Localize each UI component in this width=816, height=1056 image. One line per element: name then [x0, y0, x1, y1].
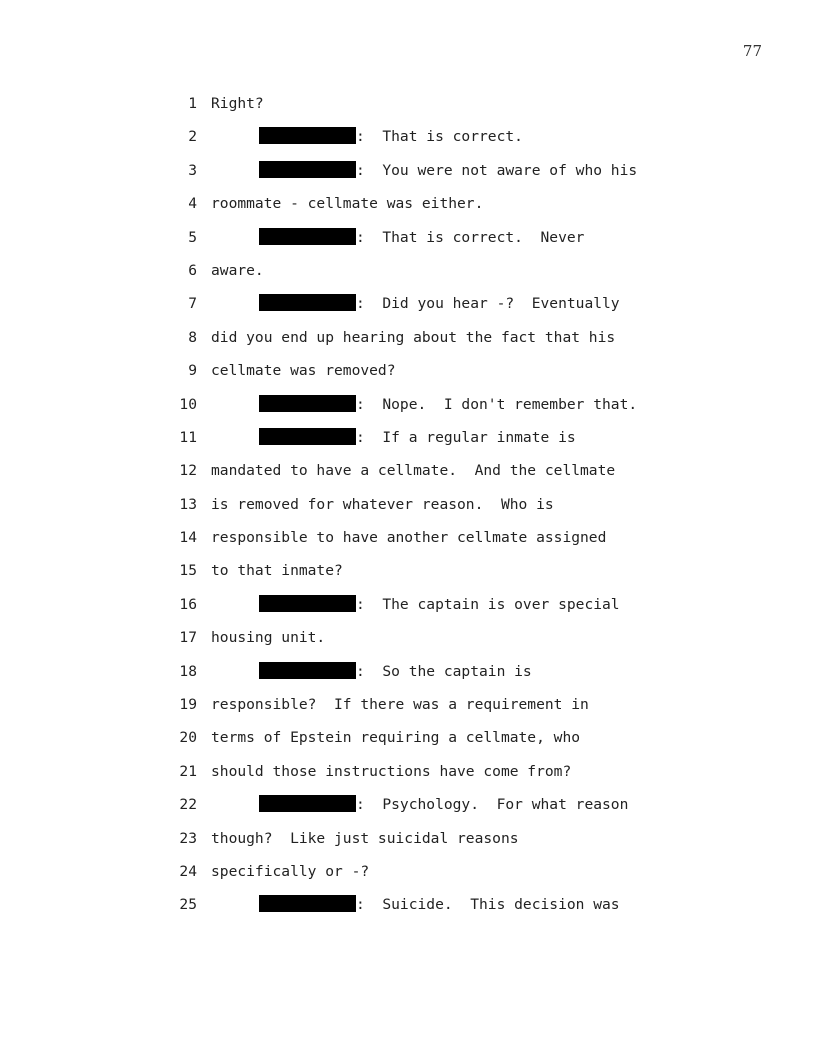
line-text: to that inmate? [211, 562, 343, 580]
line-text: roommate - cellmate was either. [211, 195, 484, 213]
transcript-line [170, 394, 730, 427]
line-number: 6 [188, 261, 197, 279]
transcript-line [170, 126, 730, 159]
transcript-line [170, 861, 730, 894]
line-text: Right? [211, 95, 264, 112]
line-number: 5 [188, 228, 197, 246]
line-text-container [211, 93, 264, 115]
transcript-line [170, 193, 730, 226]
line-text-container [211, 727, 580, 749]
line-text-container [211, 828, 519, 850]
line-number: 7 [188, 295, 197, 313]
line-number: 24 [179, 862, 197, 880]
line-text: : Psychology. For what reason [356, 796, 629, 814]
line-text-container [259, 227, 584, 249]
transcript-line [170, 560, 730, 593]
transcript-line [170, 594, 730, 627]
line-text-container [211, 761, 571, 783]
line-text-container [211, 560, 343, 582]
line-number: 2 [188, 128, 197, 146]
transcript-line [170, 894, 730, 927]
redacted-speaker-name [259, 662, 356, 679]
line-text: cellmate was removed? [211, 362, 396, 380]
line-text: responsible? If there was a requirement in [211, 696, 589, 714]
redacted-speaker-name [259, 895, 356, 912]
line-text: housing unit. [211, 629, 326, 647]
line-number: 18 [179, 662, 197, 680]
line-text-container [259, 126, 523, 148]
transcript-line [170, 160, 730, 193]
line-text: responsible to have another cellmate assigned [211, 529, 607, 547]
line-number: 20 [179, 729, 197, 747]
line-number: 8 [188, 328, 197, 346]
transcript-line [170, 761, 730, 794]
line-text-container [211, 694, 589, 716]
line-text: is removed for whatever reason. Who is [211, 495, 554, 513]
line-number: 21 [179, 762, 197, 780]
line-text-container [259, 794, 628, 816]
transcript-line [170, 360, 730, 393]
line-text: : That is correct. [356, 128, 523, 146]
redacted-speaker-name [259, 595, 356, 612]
line-text-container [259, 894, 620, 916]
transcript-line [170, 293, 730, 326]
line-text-container [259, 661, 532, 683]
transcript-line [170, 661, 730, 694]
line-number: 9 [188, 362, 197, 380]
line-number: 14 [179, 529, 197, 547]
line-text-container [259, 394, 637, 416]
transcript-line [170, 227, 730, 260]
transcript-line [170, 494, 730, 527]
line-number: 1 [188, 95, 197, 112]
line-text-container [211, 327, 615, 349]
line-text: : That is correct. Never [356, 228, 585, 246]
page-number: 77 [742, 42, 762, 60]
line-text: though? Like just suicidal reasons [211, 829, 519, 847]
line-text-container [211, 494, 554, 516]
line-number: 22 [179, 796, 197, 814]
line-text-container [211, 460, 615, 482]
transcript-line [170, 794, 730, 827]
line-number: 16 [179, 595, 197, 613]
transcript-line [170, 627, 730, 660]
line-text-container [211, 360, 396, 382]
transcript-line [170, 727, 730, 760]
transcript-line [170, 327, 730, 360]
redacted-speaker-name [259, 228, 356, 245]
redacted-speaker-name [259, 428, 356, 445]
transcript-line [170, 260, 730, 293]
redacted-speaker-name [259, 395, 356, 412]
line-text: : If a regular inmate is [356, 428, 576, 446]
line-text-container [259, 427, 576, 449]
transcript-line [170, 93, 730, 126]
line-text: specifically or -? [211, 862, 370, 880]
line-number: 11 [179, 428, 197, 446]
line-text: terms of Epstein requiring a cellmate, who [211, 729, 581, 747]
line-text-container [211, 260, 264, 282]
line-number: 4 [188, 195, 197, 213]
line-text-container [259, 594, 620, 616]
line-text-container [211, 193, 483, 215]
line-text: : Nope. I don't remember that. [356, 395, 638, 413]
redacted-speaker-name [259, 294, 356, 311]
line-number: 10 [179, 395, 197, 413]
line-text-container [211, 861, 369, 883]
line-number: 13 [179, 495, 197, 513]
line-text: did you end up hearing about the fact that his [211, 328, 616, 346]
line-text: should those instructions have come from? [211, 762, 572, 780]
line-number: 12 [179, 462, 197, 480]
transcript-line [170, 694, 730, 727]
line-number: 23 [179, 829, 197, 847]
transcript-line [170, 527, 730, 560]
transcript-body [170, 93, 730, 928]
line-text: : Suicide. This decision was [356, 896, 620, 914]
line-text: : Did you hear -? Eventually [356, 295, 620, 313]
line-number: 17 [179, 629, 197, 647]
redacted-speaker-name [259, 795, 356, 812]
line-text: : The captain is over special [356, 595, 620, 613]
line-number: 3 [188, 161, 197, 179]
line-text: mandated to have a cellmate. And the cellmate [211, 462, 616, 480]
transcript-line [170, 427, 730, 460]
redacted-speaker-name [259, 161, 356, 178]
transcript-line [170, 828, 730, 861]
redacted-speaker-name [259, 127, 356, 144]
line-text: : You were not aware of who his [356, 161, 638, 179]
line-text-container [259, 160, 637, 182]
line-text: : So the captain is [356, 662, 532, 680]
line-text-container [211, 527, 606, 549]
line-text-container [211, 627, 325, 649]
line-number: 15 [179, 562, 197, 580]
transcript-line [170, 460, 730, 493]
line-number: 19 [179, 696, 197, 714]
line-text: aware. [211, 261, 264, 279]
line-text-container [259, 293, 620, 315]
line-number: 25 [179, 896, 197, 914]
